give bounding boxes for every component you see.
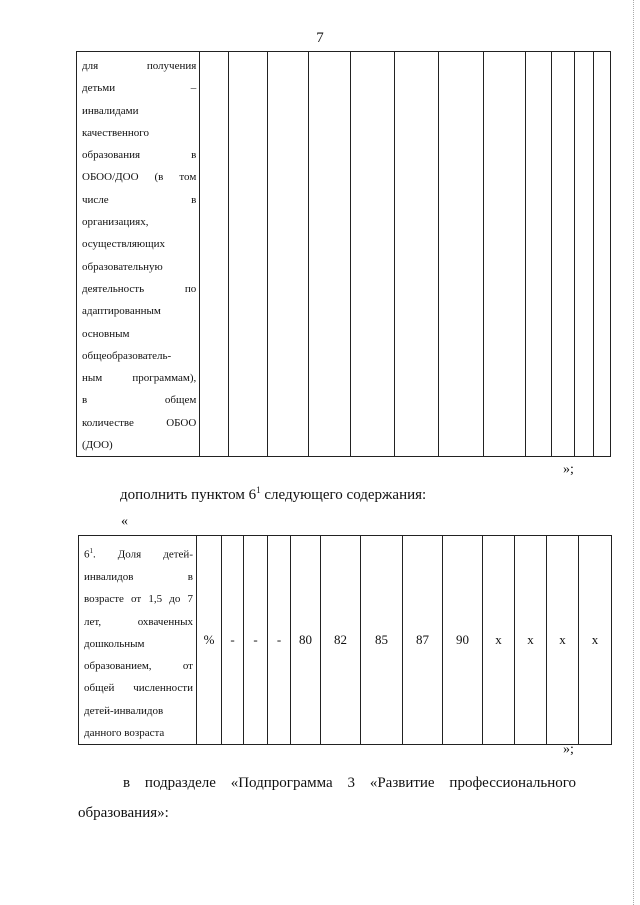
page-number: 7 xyxy=(316,30,324,46)
label-line: деятельность по xyxy=(82,282,197,295)
label-line: инвалидов в xyxy=(84,570,193,583)
value-cell: - xyxy=(244,536,268,745)
value-cell: х xyxy=(579,536,612,745)
paragraph-text: следующего содержания: xyxy=(260,487,427,503)
indicator-table-continuation xyxy=(76,51,611,457)
label-line: качественного xyxy=(82,126,150,139)
label-line: дошкольным xyxy=(84,637,145,650)
label-line: ОБОО/ДОО (в том xyxy=(82,171,197,184)
value-cell: 80 xyxy=(291,536,321,745)
empty-cell xyxy=(394,52,438,457)
superscript: 1 xyxy=(256,485,261,495)
closing-quote: »; xyxy=(563,742,574,757)
label-line: в общем xyxy=(82,394,197,407)
closing-quote: »; xyxy=(563,462,574,477)
label-line: детей-инвалидов xyxy=(84,704,164,717)
label-line: осуществляющих xyxy=(82,238,165,251)
empty-cell xyxy=(594,52,611,457)
label-line: образования в xyxy=(82,149,197,162)
label-text: . Доля детей- xyxy=(93,548,193,561)
empty-cell xyxy=(200,52,228,457)
label-line: количестве ОБОО xyxy=(82,416,197,429)
indicator-label-cell xyxy=(79,536,197,745)
item-superscript: 1 xyxy=(89,547,93,555)
paragraph-line: образования»: xyxy=(78,805,169,821)
value-cell: 82 xyxy=(321,536,361,745)
label-line: возрасте от 1,5 до 7 xyxy=(84,593,193,606)
label-line: общей численности xyxy=(84,682,193,695)
label-line: общеобразователь- xyxy=(82,349,172,362)
empty-cell xyxy=(268,52,309,457)
empty-cell xyxy=(350,52,394,457)
label-line: для получения xyxy=(82,60,197,72)
label-line: ным программам), xyxy=(82,372,197,385)
label-line: адаптированным xyxy=(82,305,161,318)
item-number: 6 xyxy=(84,548,90,561)
label-line: детьми – xyxy=(82,82,197,95)
empty-cell xyxy=(552,52,575,457)
label-line: организациях, xyxy=(82,216,149,229)
scan-edge-line xyxy=(632,0,634,905)
label-line: образованием, от xyxy=(84,660,193,673)
new-indicator-table xyxy=(78,535,612,745)
paragraph-text: дополнить пунктом 6 xyxy=(120,487,257,503)
value-cell: 87 xyxy=(403,536,443,745)
label-line: числе в xyxy=(82,193,197,206)
opening-quote: « xyxy=(121,514,128,529)
table-row xyxy=(79,536,612,745)
value-cell: 85 xyxy=(361,536,403,745)
empty-cell xyxy=(308,52,350,457)
indicator-label-cell xyxy=(77,52,200,457)
label-line: основным xyxy=(82,327,130,340)
label-line: инвалидами xyxy=(82,104,139,117)
unit-cell: % xyxy=(197,536,222,745)
empty-cell xyxy=(575,52,594,457)
empty-cell xyxy=(438,52,484,457)
value-cell: х xyxy=(483,536,515,745)
value-cell: 90 xyxy=(443,536,483,745)
empty-cell xyxy=(484,52,526,457)
label-line: образовательную xyxy=(82,260,163,273)
value-cell: х xyxy=(515,536,547,745)
label-line: данного возраста xyxy=(84,727,165,740)
table-row xyxy=(77,52,611,457)
value-cell: - xyxy=(268,536,291,745)
empty-cell xyxy=(228,52,268,457)
paragraph-add-item xyxy=(120,485,426,504)
label-line xyxy=(84,540,193,566)
value-cell: х xyxy=(547,536,579,745)
paragraph-line: в подразделе «Подпрограмма 3 «Развитие профессионального xyxy=(123,775,576,791)
value-cell: - xyxy=(222,536,244,745)
label-line: лет, охваченных xyxy=(84,615,193,628)
empty-cell xyxy=(526,52,552,457)
label-line: (ДОО) xyxy=(82,439,113,452)
paragraph-subsection xyxy=(78,768,576,828)
